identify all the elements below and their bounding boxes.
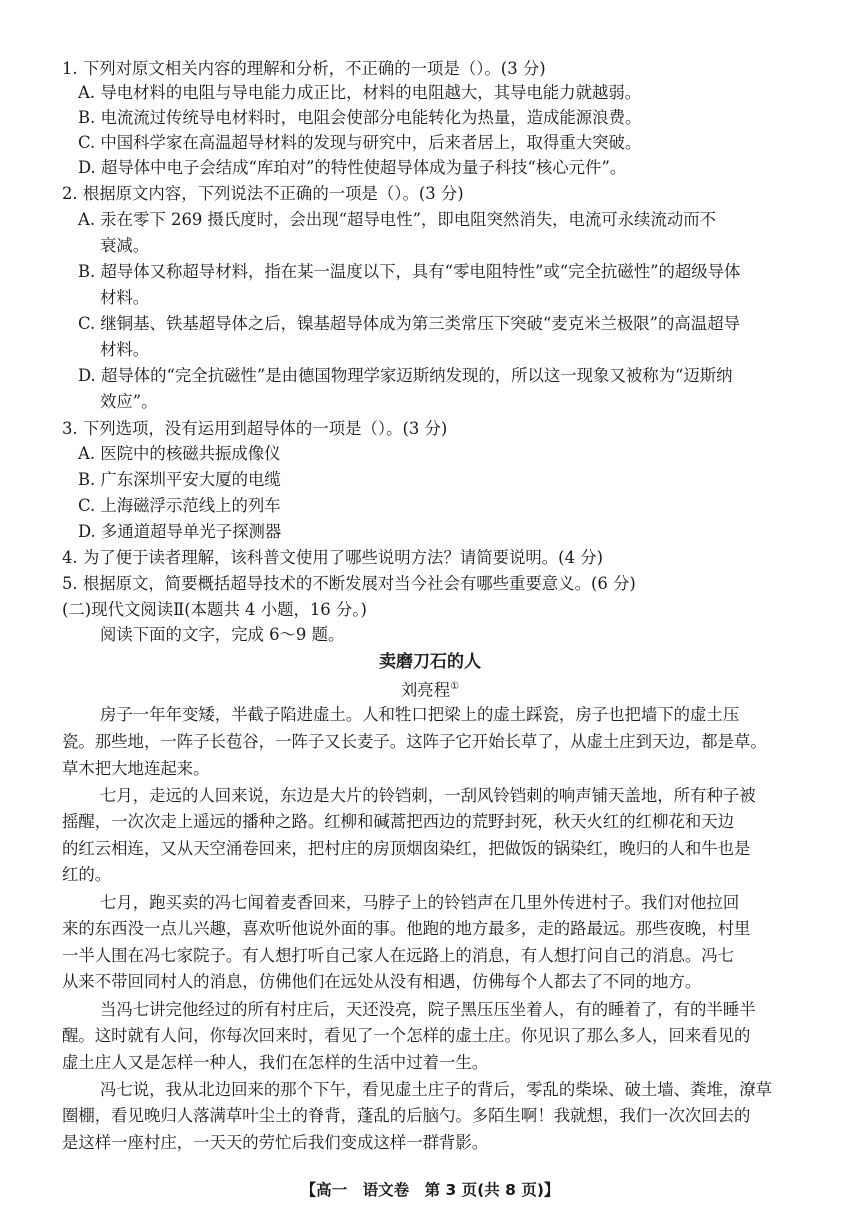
section-heading: (二)现代文阅读Ⅱ(本题共 4 小题，16 分。) bbox=[62, 600, 367, 619]
article-line: 是这样一座村庄，一天天的劳忙后我们变成这样一群背影。 bbox=[62, 1133, 489, 1152]
question-1-option-b: B. 电流流过传统导电材料时，电阻会使部分电能转化为热量，造成能源浪费。 bbox=[78, 108, 642, 127]
question-1-stem: 1. 下列对原文相关内容的理解和分析，不正确的一项是（）。(3 分) bbox=[62, 59, 546, 78]
question-3-option-c: C. 上海磁浮示范线上的列车 bbox=[78, 496, 281, 515]
article-line: 虚土庄人又是怎样一种人，我们在怎样的生活中过着一生。 bbox=[62, 1053, 489, 1072]
article-line: 当冯七讲完他经过的所有村庄后，天还没亮，院子黑压压坐着人，有的睡着了，有的半睡半 bbox=[100, 1000, 756, 1019]
question-1-option-d: D. 超导体中电子会结成“库珀对”的特性使超导体成为量子科技“核心元件”。 bbox=[78, 158, 627, 177]
question-2-option-a-cont: 衰减。 bbox=[100, 236, 150, 255]
article-line: 七月，跑买卖的冯七闻着麦香回来，马脖子上的铃铛声在几里外传进村子。我们对他拉回 bbox=[100, 893, 740, 912]
question-2-option-c-cont: 材料。 bbox=[100, 340, 150, 359]
article-line: 七月，走远的人回来说，东边是大片的铃铛刺，一刮风铃铛刺的响声铺天盖地，所有种子被 bbox=[100, 786, 756, 805]
article-line: 房子一年年变矮，半截子陷进虚土。人和牲口把梁上的虚土踩瓷，房子也把墙下的虚土压 bbox=[100, 705, 740, 724]
question-3-stem: 3. 下列选项，没有运用到超导体的一项是（）。(3 分) bbox=[62, 419, 448, 438]
question-1-option-a: A. 导电材料的电阻与导电能力成正比，材料的电阻越大，其导电能力就越弱。 bbox=[78, 83, 642, 102]
author-name: 刘亮程 bbox=[400, 680, 451, 700]
article-title: 卖磨刀石的人 bbox=[379, 652, 481, 672]
question-3-option-a: A. 医院中的核磁共振成像仪 bbox=[78, 444, 281, 463]
article-line: 从来不带回同村人的消息，仿佛他们在远处从没有相遇，仿佛每个人都去了不同的地方。 bbox=[62, 972, 702, 991]
question-3-option-b: B. 广东深圳平安大厦的电缆 bbox=[78, 470, 281, 489]
question-2-option-a: A. 汞在零下 269 摄氏度时，会出现“超导电性”，即电阻突然消失，电流可永续流动而不 bbox=[78, 210, 716, 229]
article-line: 草木把大地连起来。 bbox=[62, 759, 210, 778]
article-line: 圈棚，看见晚归人落满草叶尘土的脊背，蓬乱的后脑勺。多陌生啊！我就想，我们一次次回去的 bbox=[62, 1106, 751, 1125]
article-line: 摇醒，一次次走上遥远的播种之路。红柳和碱蒿把西边的荒野封死，秋天火红的红柳花和天边 bbox=[62, 812, 735, 831]
question-2-option-b: B. 超导体又称超导材料，指在某一温度以下，具有“零电阻特性”或“完全抗磁性”的超级导体 bbox=[78, 262, 741, 281]
page-footer: 【高一 语文卷 第 3 页(共 8 页)】 bbox=[300, 1181, 560, 1199]
article-line: 瓷。那些地，一阵子长苞谷，一阵子又长麦子。这阵子它开始长草了，从虚土庄到天边，都是草。 bbox=[62, 732, 767, 751]
author-footnote-marker: ① bbox=[450, 681, 460, 692]
question-2-option-c: C. 继铜基、铁基超导体之后，镍基超导体成为第三类常压下突破“麦克米兰极限”的高温超导 bbox=[78, 314, 740, 333]
question-5: 5. 根据原文，简要概括超导技术的不断发展对当今社会有哪些重要意义。(6 分) bbox=[62, 574, 636, 593]
article-line: 来的东西没一点儿兴趣，喜欢听他说外面的事。他跑的地方最多，走的路最远。那些夜晚，村里 bbox=[62, 919, 751, 938]
article-line: 一半人围在冯七家院子。有人想打听自己家人在远路上的消息，有人想打问自己的消息。冯七 bbox=[62, 946, 735, 965]
article-line: 的红云相连，又从天空涌卷回来，把村庄的房顶烟囱染红，把做饭的锅染红，晚归的人和牛也是 bbox=[62, 839, 751, 858]
question-3-option-d: D. 多通道超导单光子探测器 bbox=[78, 522, 282, 541]
article-line: 冯七说，我从北边回来的那个下午，看见虚土庄子的背后，零乱的柴垛、破土墙、粪堆，潦草 bbox=[100, 1080, 773, 1099]
question-2-option-b-cont: 材料。 bbox=[100, 288, 150, 307]
question-2-stem: 2. 根据原文内容，下列说法不正确的一项是（）。(3 分) bbox=[62, 184, 464, 203]
section-instruction: 阅读下面的文字，完成 6～9 题。 bbox=[100, 625, 345, 644]
article-line: 红的。 bbox=[62, 865, 112, 884]
question-4: 4. 为了便于读者理解，该科普文使用了哪些说明方法？请简要说明。(4 分) bbox=[62, 548, 603, 567]
article-line: 醒。这时就有人问，你每次回来时，看见了一个怎样的虚土庄。你见识了那么多人，回来看见的 bbox=[62, 1026, 751, 1045]
question-2-option-d: D. 超导体的“完全抗磁性”是由德国物理学家迈斯纳发现的，所以这一现象又被称为“迈斯纳 bbox=[78, 366, 733, 385]
question-2-option-d-cont: 效应”。 bbox=[100, 392, 158, 411]
article-author bbox=[0, 675, 860, 702]
question-1-option-c: C. 中国科学家在高温超导材料的发现与研究中，后来者居上，取得重大突破。 bbox=[78, 133, 642, 152]
